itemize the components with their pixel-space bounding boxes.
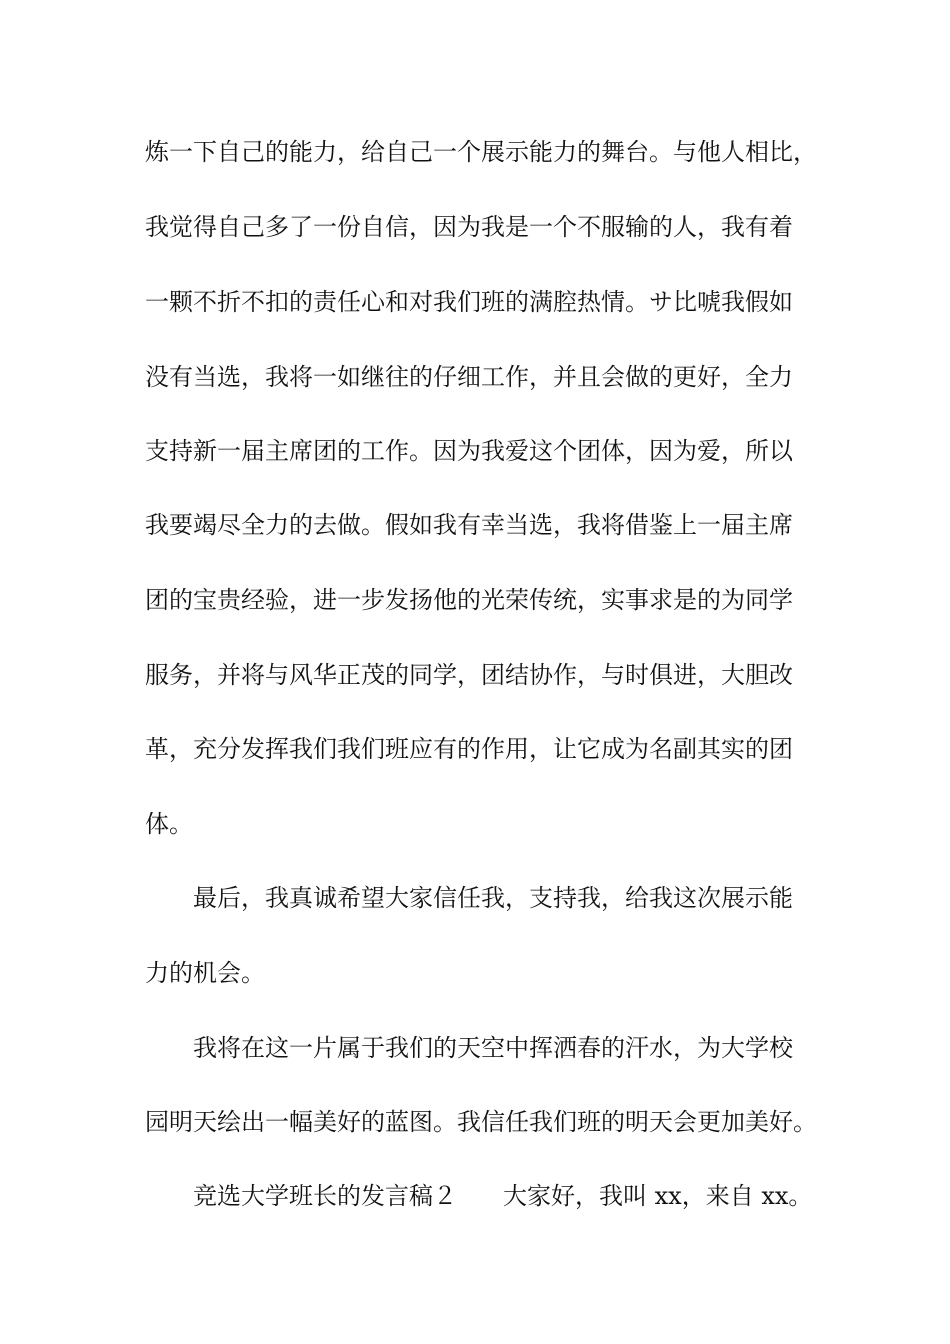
section-heading: 竞选大学班长的发言稿２ [193, 1182, 457, 1210]
paragraph-line: 团的宝贵经验，进一步发扬他的光荣传统，实事求是的为同学 [145, 586, 793, 614]
paragraph-line: 支持新一届主席团的工作。因为我爱这个团体，因为爱，所以 [145, 437, 793, 465]
paragraph-line: 革，充分发挥我们我们班应有的作用，让它成为名副其实的团 [145, 735, 793, 763]
paragraph-line: 园明天绘出一幅美好的蓝图。我信任我们班的明天会更加美好。 [145, 1108, 817, 1136]
paragraph-line: 服务，并将与风华正茂的同学，团结协作，与时俱进，大胆改 [145, 661, 793, 689]
heading-line [193, 1181, 883, 1211]
paragraph-line: 体。 [145, 810, 193, 838]
paragraph-line: 我将在这一片属于我们的天空中挥洒春的汗水，为大学校 [193, 1034, 793, 1062]
paragraph-line: 没有当选，我将一如继往的仔细工作，并且会做的更好，全力 [145, 363, 793, 391]
paragraph-line: 力的机会。 [145, 959, 265, 987]
paragraph-line: 炼一下自己的能力，给自己一个展示能力的舞台。与他人相比， [145, 138, 817, 166]
paragraph-line: 我觉得自己多了一份自信，因为我是一个不服输的人，我有着 [145, 213, 793, 241]
paragraph-line: 我要竭尽全力的去做。假如我有幸当选，我将借鉴上一届主席 [145, 511, 793, 539]
paragraph-line: 一颗不折不扣的责任心和对我们班的满腔热情。サ比唬我假如 [145, 288, 793, 316]
paragraph-line: 最后，我真诚希望大家信任我，支持我，给我这次展示能 [193, 884, 793, 912]
greeting-text: 大家好，我叫 xx，来自 xx。 [503, 1182, 813, 1210]
